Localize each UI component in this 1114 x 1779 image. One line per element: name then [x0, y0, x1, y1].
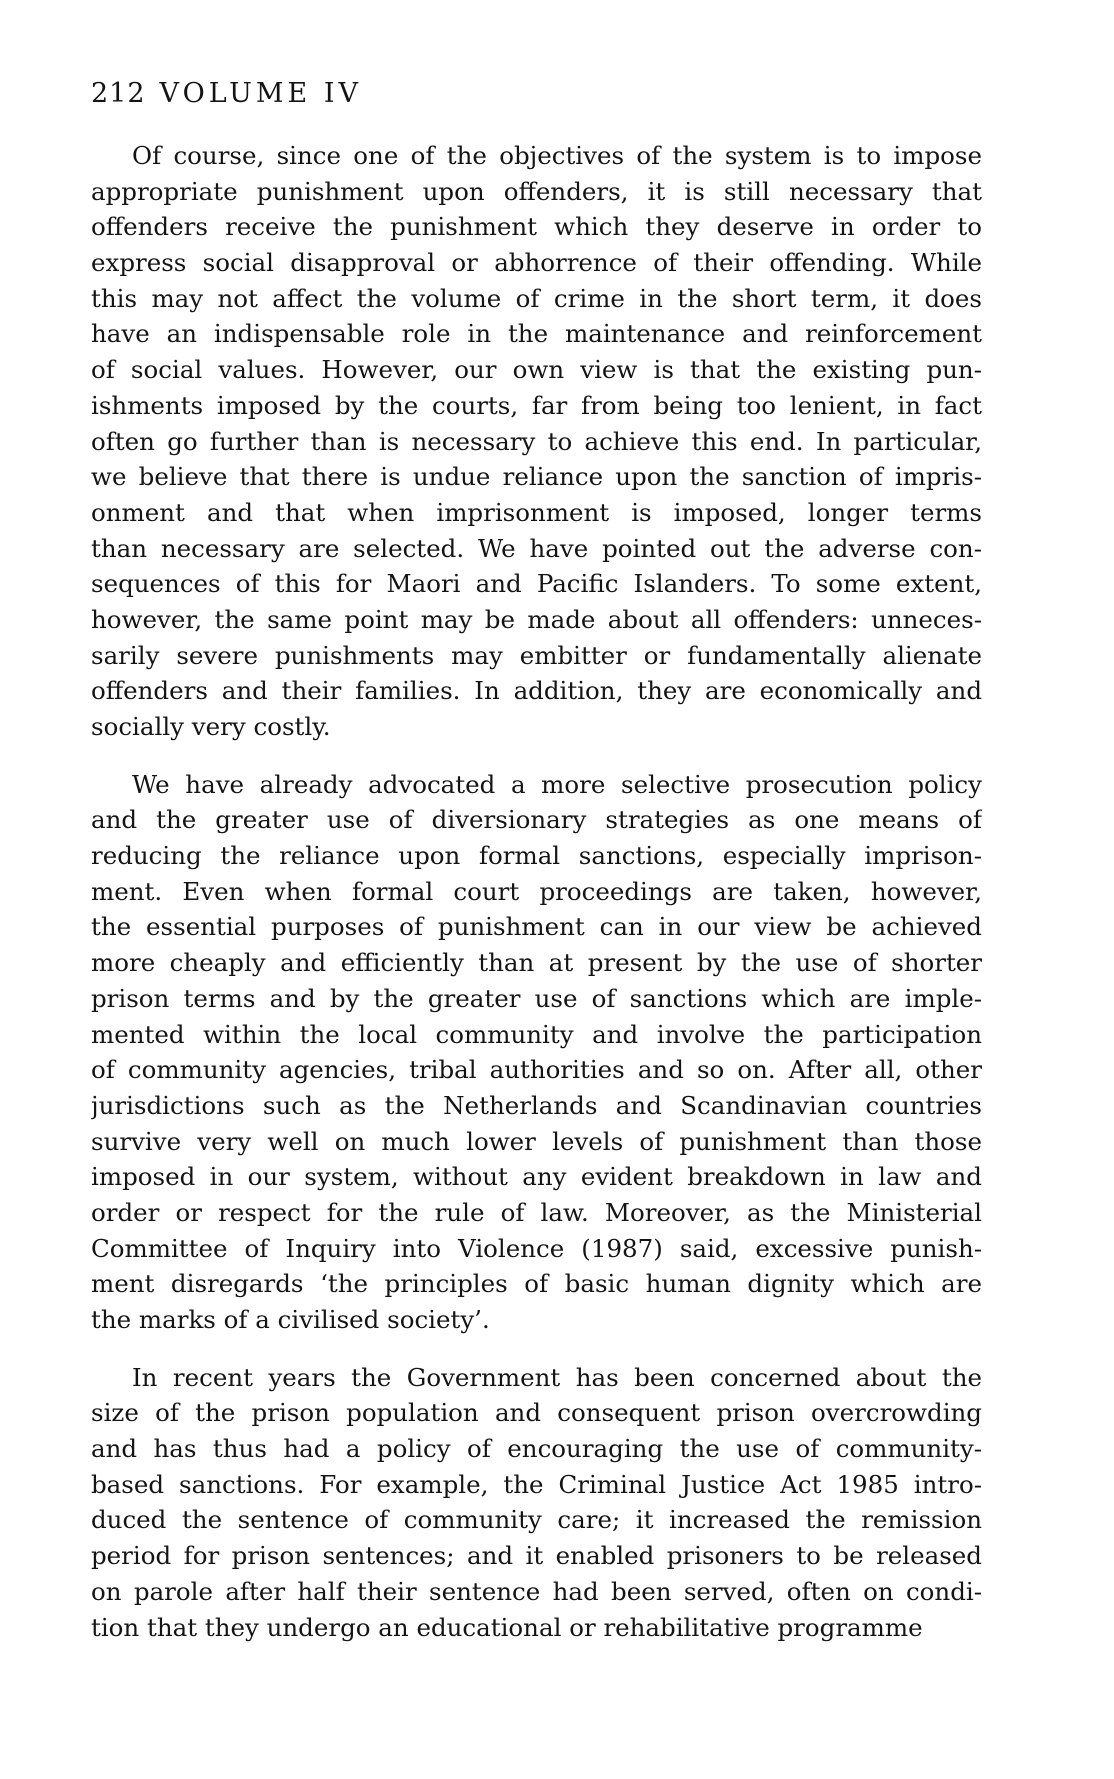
text-line: and has thus had a policy of encouraging the use of community-: [91, 1434, 982, 1464]
text-line: on parole after half their sentence had been served, often on condi-: [91, 1576, 982, 1606]
text-line: have an indispensable role in the maintenance and reinforcement: [91, 319, 982, 349]
text-line: than necessary are selected. We have pointed out the adverse con-: [91, 533, 982, 563]
text-line: We have already advocated a more selective prosecution policy: [132, 769, 982, 799]
text-line: more cheaply and efficiently than at present by the use of shorter: [91, 948, 982, 978]
running-head: VOLUME IV: [159, 78, 363, 109]
text-line: mented within the local community and involve the participation: [91, 1019, 982, 1049]
text-line: Committee of Inquiry into Violence (1987) said, excessive punish-: [91, 1233, 982, 1263]
page-number: 212: [91, 78, 146, 109]
text-line: offenders and their families. In addition, they are economically and: [91, 676, 982, 706]
paragraph: [91, 767, 982, 1338]
text-line: this may not affect the volume of crime in the short term, it does: [91, 283, 982, 313]
page-header: [91, 80, 362, 107]
text-line: appropriate punishment upon offenders, it is still necessary that: [91, 176, 982, 206]
text-line: period for prison sentences; and it enabled prisoners to be released: [91, 1541, 982, 1571]
text-line: the marks of a civilised society’.: [91, 1305, 490, 1334]
text-line: express social disapproval or abhorrence of their offending. While: [91, 248, 982, 278]
text-line: size of the prison population and consequent prison overcrowding: [91, 1398, 982, 1428]
text-line: offenders receive the punishment which they deserve in order to: [91, 212, 982, 242]
text-line: order or respect for the rule of law. Moreover, as the Ministerial: [91, 1197, 982, 1227]
text-line: duced the sentence of community care; it increased the remission: [91, 1505, 982, 1535]
text-line: ishments imposed by the courts, far from being too lenient, in fact: [91, 390, 982, 420]
text-line: and the greater use of diversionary strategies as one means of: [91, 805, 982, 835]
text-line: sarily severe punishments may embitter or fundamentally alienate: [91, 640, 982, 670]
text-line: based sanctions. For example, the Criminal Justice Act 1985 intro-: [91, 1469, 982, 1499]
text-line: prison terms and by the greater use of sanctions which are imple-: [91, 983, 982, 1013]
paragraph: [91, 1360, 982, 1646]
text-line: survive very well on much lower levels of punishment than those: [91, 1126, 982, 1156]
text-line: ment disregards ‘the principles of basic human dignity which are: [91, 1269, 982, 1299]
text-line: the essential purposes of punishment can in our view be achieved: [91, 912, 982, 942]
text-line: often go further than is necessary to achieve this end. In particular,: [91, 426, 982, 456]
text-line: however, the same point may be made about all offenders: unneces-: [91, 604, 982, 634]
text-line: of social values. However, our own view is that the existing pun-: [91, 355, 982, 385]
text-line: Of course, since one of the objectives of the system is to impose: [132, 141, 982, 170]
body-text: [91, 138, 982, 1667]
text-line: tion that they undergo an educational or rehabilitative programme: [91, 1612, 923, 1642]
text-line: we believe that there is undue reliance upon the sanction of impris-: [91, 462, 982, 492]
text-line: imposed in our system, without any evident breakdown in law and: [91, 1162, 982, 1192]
text-line: sequences of this for Maori and Pacific Islanders. To some extent,: [91, 569, 982, 599]
text-line: onment and that when imprisonment is imposed, longer terms: [91, 497, 982, 527]
text-line: ment. Even when formal court proceedings are taken, however,: [91, 876, 982, 906]
text-line: jurisdictions such as the Netherlands and Scandinavian countries: [91, 1090, 982, 1120]
text-line: socially very costly.: [91, 712, 331, 741]
text-line: of community agencies, tribal authorities and so on. After all, other: [91, 1055, 982, 1085]
text-line: In recent years the Government has been concerned about the: [132, 1362, 982, 1392]
text-line: reducing the reliance upon formal sanctions, especially imprison-: [91, 841, 982, 871]
paragraph: [91, 138, 982, 745]
